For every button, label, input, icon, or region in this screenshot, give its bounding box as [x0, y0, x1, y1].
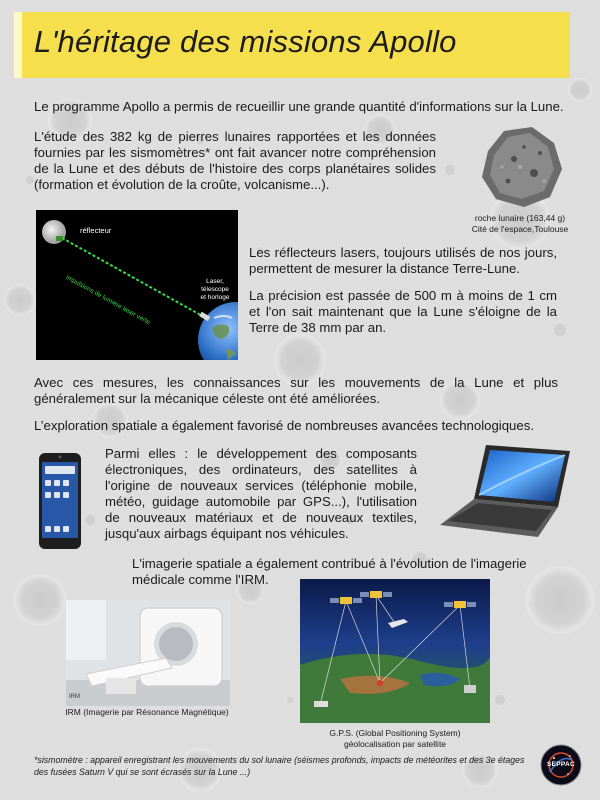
- seppac-logo: [540, 744, 582, 786]
- irm-image: [66, 600, 230, 706]
- lunar-rock-image: [474, 121, 568, 211]
- mechanics-paragraph: Avec ces mesures, les connaissances sur les mouvements de la Lune et plus généralement sur la mécanique céleste ont été améliorées.: [34, 375, 558, 406]
- laptop-image: [434, 441, 574, 541]
- gps-caption-line1: G.P.S. (Global Positioning System): [329, 728, 461, 738]
- lasers-paragraph: Les réflecteurs lasers, toujours utilisés de nos jours, permettent de mesurer la distance Terre-Lune.: [249, 245, 557, 276]
- reflector-label: réflecteur: [80, 226, 112, 235]
- rocks-paragraph: L'étude des 382 kg de pierres lunaires rapportées et les données fournies par les sismomètres* ont fait avancer notre compréhension de la Lune et des débuts de l'histoire des corps planétaires solides (formation et évolution de la croûte, volcanisme...).: [34, 129, 436, 192]
- smartphone-image: [38, 452, 82, 550]
- imaging-paragraph: L'imagerie spatiale a également contribué à l'évolution de l'imagerie médicale comme l'IRM.: [132, 556, 527, 587]
- exploration-paragraph: L’exploration spatiale a également favorisé de nombreuses avancées technologiques.: [34, 418, 534, 433]
- laser-station-label: Laser, télescope et horloge: [200, 278, 230, 301]
- beam-label: impulsions de lumière laser verte: [64, 274, 152, 327]
- seismometer-footnote: *sismomètre : appareil enregistrant les mouvements du sol lunaire (séismes profonds, impacts de météorites et des 3e étages des fusées Saturn V qui se sont écrasés sur la Lune ...): [34, 755, 525, 777]
- gps-image: [300, 579, 490, 723]
- laser-beam: [62, 238, 206, 318]
- laser-ranging-image: [36, 210, 238, 360]
- precision-paragraph: La précision est passée de 500 m à moins de 1 cm et l'on sait maintenant que la Lune s'éloigne de la Terre de 38 mm par an.: [249, 288, 557, 335]
- irm-corner-label: IRM: [69, 694, 80, 700]
- irm-caption: IRM (Imagerie par Résonance Magnétique): [65, 707, 229, 717]
- page-title: L'héritage des missions Apollo: [34, 24, 457, 59]
- technology-paragraph: Parmi elles : le développement des composants électroniques, des ordinateurs, des satellites à l'origine de nouveaux services (téléphonie mobile, météo, guidage automobile par GPS...), l'utilisation de nouveaux matériaux et de nouveaux textiles, jusqu'aux airbags équipant nos véhicules.: [105, 446, 417, 541]
- rock-caption-line1: roche lunaire (163,44 g): [474, 213, 566, 223]
- gps-caption-line2: géolocalisation par satellite: [343, 739, 447, 749]
- intro-paragraph: Le programme Apollo a permis de recueillir une grande quantité d'informations sur la Lune.: [34, 99, 564, 114]
- rock-caption-line2: Cité de l'espace,Toulouse: [471, 224, 569, 234]
- logo-text: SEPPAC: [546, 761, 576, 768]
- title-bar-accent: [14, 12, 22, 78]
